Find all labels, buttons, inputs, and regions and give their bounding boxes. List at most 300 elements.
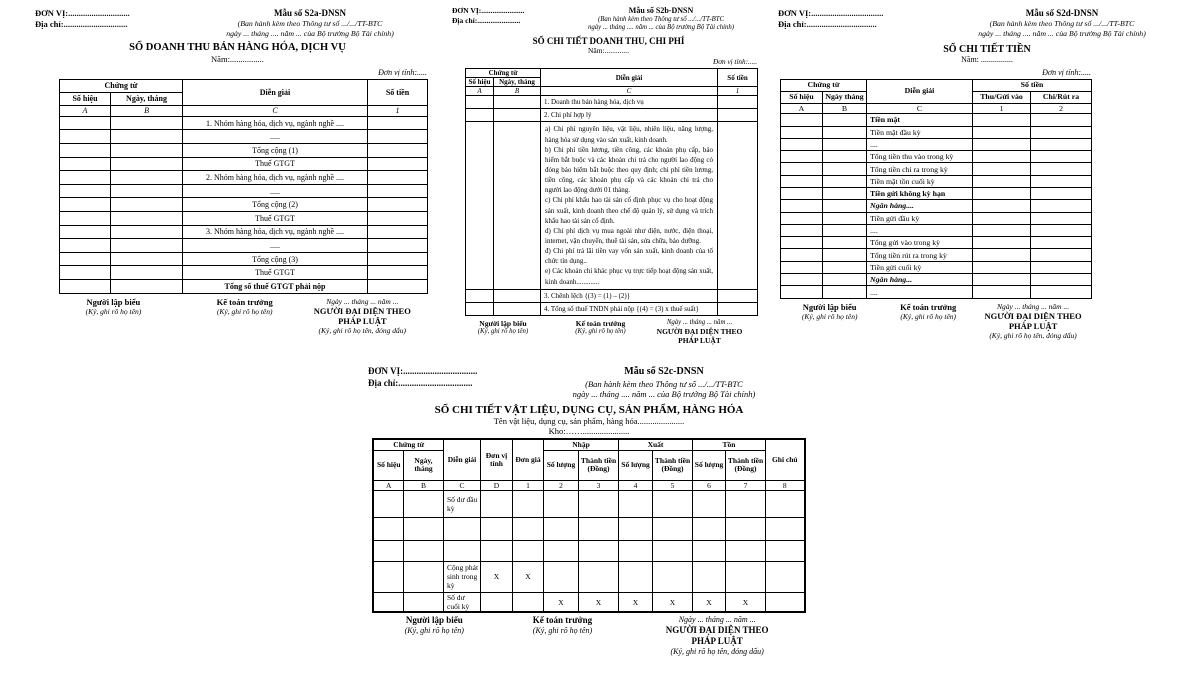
- form-s2b: [452, 6, 765, 345]
- cell: [513, 490, 544, 517]
- row-label: Tiền gửi cuối kỳ: [867, 261, 973, 273]
- date-line: Ngày ... tháng ... năm ...: [666, 318, 733, 326]
- index-row: [781, 104, 1092, 114]
- representative-title-1: NGƯỜI ĐẠI DIỆN THEO: [665, 624, 769, 635]
- address-label: Địa chỉ:..............................: [35, 19, 128, 30]
- cell: [781, 151, 823, 163]
- cell: [973, 237, 1031, 249]
- cell: [373, 561, 403, 592]
- unit-block: [35, 8, 180, 30]
- table-row: [781, 224, 1092, 236]
- header-row: [466, 69, 758, 78]
- form-number-block: [928, 8, 1196, 39]
- cell: [973, 261, 1031, 273]
- unit-of-measure-note: Đơn vị tính:.....: [1042, 68, 1091, 78]
- table-row: [781, 237, 1092, 249]
- unit-block: [778, 8, 928, 30]
- col-voucher-date: Ngày tháng: [823, 92, 867, 104]
- col-group-voucher: Chứng từ: [373, 439, 443, 450]
- index-cell: 7: [726, 480, 766, 490]
- cell: [579, 490, 619, 517]
- cell: [513, 540, 544, 561]
- cell: [781, 114, 823, 126]
- cell: [481, 490, 513, 517]
- cell: [111, 279, 183, 293]
- expense-item-e: e) Các khoản chi khác phục vụ trực tiếp hoạt động sản xuất, kinh doanh.............: [545, 267, 714, 286]
- cell: [823, 126, 867, 138]
- cell: [693, 540, 726, 561]
- cell: [823, 163, 867, 175]
- row-label: Tổng cộng (1): [183, 143, 368, 157]
- date-line: Ngày ... tháng ... năm ...: [326, 296, 399, 306]
- form-number: Mẫu số S2b-DNSN: [628, 6, 694, 15]
- representative-title-1: NGƯỜI ĐẠI DIỆN THEO: [313, 305, 411, 316]
- form-number: Mẫu số S2a-DNSN: [273, 8, 346, 18]
- form-number-block: [180, 8, 440, 39]
- expense-item-d: d) Chi phí dịch vụ mua ngoài như điện, nước, điện thoại, internet, vận chuyển, thuê tài sản, sửa chữa, bảo dưỡng.: [545, 226, 714, 245]
- cell: [513, 592, 544, 612]
- table-row: [60, 157, 428, 171]
- cell: [368, 157, 428, 171]
- index-cell: A: [373, 480, 403, 490]
- cell: [403, 517, 443, 540]
- table-row: [781, 212, 1092, 224]
- cell: [823, 224, 867, 236]
- unit-block: [452, 6, 557, 26]
- table-row: [373, 592, 804, 612]
- cell: [781, 237, 823, 249]
- representative-note: (Ký, ghi rõ họ tên, đóng dấu): [670, 646, 764, 656]
- cell: [823, 249, 867, 261]
- issue-line-2: ngày ... tháng .... năm ... của Bộ trưởng Bộ Tài chính): [978, 28, 1146, 38]
- row-label: .....: [183, 184, 368, 198]
- row-label: Tổng tiền chi ra trong kỳ: [867, 163, 973, 175]
- row-label: ....: [867, 138, 973, 150]
- form-s2a: [35, 8, 440, 335]
- signature-preparer: [368, 615, 501, 656]
- signature-representative: [298, 297, 427, 335]
- cell: [368, 171, 428, 185]
- cell: [726, 490, 766, 517]
- row-label: 1. Nhóm hàng hóa, dịch vụ, ngành nghề ....: [183, 116, 368, 130]
- issue-line-1: (Ban hành kèm theo Thông tư số .../.../TT-BTC: [597, 16, 725, 23]
- cell: [781, 138, 823, 150]
- x-mark-cell: X: [481, 561, 513, 592]
- signature-block: [778, 302, 1091, 340]
- cell: [781, 175, 823, 187]
- cell: [619, 561, 653, 592]
- cell: [60, 279, 111, 293]
- preparer-title: Người lập biểu: [479, 318, 527, 328]
- preparer-note: (Ký, ghi rõ họ tên): [477, 327, 529, 335]
- cell: [823, 138, 867, 150]
- representative-title-1: NGƯỜI ĐẠI DIỆN THEO: [656, 326, 743, 336]
- table-row: [60, 252, 428, 266]
- cell: [973, 200, 1031, 212]
- cell: [1031, 261, 1092, 273]
- preparer-title: Người lập biểu: [86, 296, 141, 307]
- header-row: [373, 439, 804, 450]
- table-row: [373, 490, 804, 517]
- cell: [1031, 212, 1092, 224]
- row-label: 3. Nhóm hàng hóa, dịch vụ, ngành nghề ....: [183, 225, 368, 239]
- warehouse-line: Kho:……......................: [548, 426, 630, 437]
- cell: [781, 286, 823, 298]
- signature-accountant: [192, 297, 298, 335]
- index-cell: 3: [579, 480, 619, 490]
- table-row: [781, 138, 1092, 150]
- accountant-title: Kế toán trưởng: [532, 615, 593, 626]
- table-row: [781, 188, 1092, 200]
- cell: [823, 212, 867, 224]
- cell: [579, 517, 619, 540]
- table-row: [781, 200, 1092, 212]
- table-row: [781, 114, 1092, 126]
- form-title: SỔ DOANH THU BÁN HÀNG HÓA, DỊCH VỤ: [129, 41, 346, 53]
- col-in-amount: Thành tiền (Đồng): [579, 450, 619, 480]
- cell: [368, 116, 428, 130]
- cell: [60, 143, 111, 157]
- cell: [1031, 188, 1092, 200]
- cell: [781, 212, 823, 224]
- index-cell: A: [60, 105, 111, 116]
- cell: [111, 252, 183, 266]
- col-out-qty: Số lượng: [619, 450, 653, 480]
- index-cell: 2: [1031, 104, 1092, 114]
- row-label: Thuế GTGT: [183, 266, 368, 280]
- table-row: [60, 211, 428, 225]
- col-voucher-date: Ngày, tháng: [403, 450, 443, 480]
- header-row: [60, 79, 428, 92]
- row-label: Tổng cộng (2): [183, 198, 368, 212]
- col-group-voucher: Chứng từ: [781, 80, 867, 92]
- form-title: SỔ CHI TIẾT TIỀN: [943, 43, 1031, 55]
- cell: [466, 109, 494, 122]
- row-label: Tiền gửi không kỳ hạn: [867, 188, 973, 200]
- index-cell: 6: [693, 480, 726, 490]
- accountant-note: (Ký, ghi rõ họ tên): [216, 306, 273, 316]
- cell: [823, 188, 867, 200]
- table-row: [466, 302, 758, 315]
- cell: [111, 171, 183, 185]
- row-label: Tiền mặt đầu kỳ: [867, 126, 973, 138]
- row-label: Cộng phát sinh trong kỳ: [444, 561, 481, 592]
- signature-block: [368, 615, 810, 656]
- unit-label: ĐƠN VỊ:.............................: [35, 8, 130, 18]
- table-row: [60, 198, 428, 212]
- representative-note: (Ký, ghi rõ họ tên, đóng dấu): [318, 325, 407, 335]
- col-voucher-no: Số hiệu: [60, 92, 111, 105]
- cell: [1031, 163, 1092, 175]
- col-voucher-no: Số hiệu: [466, 78, 494, 87]
- cell: [653, 517, 693, 540]
- cell: [368, 266, 428, 280]
- unit-of-measure-note: Đơn vị tính:.....: [713, 58, 757, 67]
- col-stock-qty: Số lượng: [693, 450, 726, 480]
- row-label: Tiền mặt: [867, 114, 973, 126]
- cell: [60, 225, 111, 239]
- index-cell: 5: [653, 480, 693, 490]
- unit-label: ĐƠN VỊ:.................................: [368, 366, 478, 376]
- col-unit: Đơn vị tính: [481, 439, 513, 480]
- cell: [766, 592, 805, 612]
- index-cell: 1: [368, 105, 428, 116]
- form-number-block: [557, 6, 765, 33]
- cell: [60, 130, 111, 144]
- index-row: [60, 105, 428, 116]
- header-row: [373, 450, 804, 480]
- cell: [1031, 114, 1092, 126]
- index-cell: A: [781, 104, 823, 114]
- x-mark-cell: X: [513, 561, 544, 592]
- table-row: [466, 289, 758, 302]
- year-line: Năm: ................: [961, 55, 1013, 65]
- cell: [823, 274, 867, 286]
- cell: [368, 239, 428, 253]
- cell: [973, 126, 1031, 138]
- cell: [373, 490, 403, 517]
- cell: [693, 561, 726, 592]
- table-row: [373, 540, 804, 561]
- unit-block: [368, 366, 518, 389]
- row-label: Số dư đầu kỳ: [444, 490, 481, 517]
- table-row: [60, 143, 428, 157]
- cell: [973, 212, 1031, 224]
- x-mark-cell: X: [579, 592, 619, 612]
- expense-item-dd: đ) Chi phí trả lãi tiền vay vốn sản xuất, kinh doanh của tổ chức tín dụng..: [545, 247, 714, 266]
- cell: [973, 188, 1031, 200]
- form-header: [452, 6, 765, 33]
- cell: [619, 540, 653, 561]
- row-label: 2. Chi phí hợp lý: [541, 109, 718, 122]
- address-label: Địa chỉ:.......................: [452, 15, 521, 25]
- row-label: Tiền gửi đầu kỳ: [867, 212, 973, 224]
- preparer-note: (Ký, ghi rõ họ tên): [801, 311, 858, 321]
- col-receipt: Thu/Gửi vào: [973, 92, 1031, 104]
- cell: [1031, 138, 1092, 150]
- cell: [111, 239, 183, 253]
- form-s2c: [368, 366, 810, 656]
- accountant-title: Kế toán trưởng: [216, 296, 273, 307]
- cell: [111, 143, 183, 157]
- col-group-voucher: Chứng từ: [466, 69, 541, 78]
- x-mark-cell: X: [653, 592, 693, 612]
- col-voucher-no: Số hiệu: [781, 92, 823, 104]
- table-row: [60, 225, 428, 239]
- preparer-title: Người lập biểu: [802, 301, 857, 312]
- row-label: Tổng tiền rút ra trong kỳ: [867, 249, 973, 261]
- table-row: [60, 266, 428, 280]
- signature-accountant: [554, 319, 647, 345]
- expense-item-b: b) Chi phí tiền lương, tiền công, các khoản phụ cấp, bảo hiểm bắt buộc và các khoản chi trả cho người lao động có đóng bảo hiểm bắt buộc theo quy định; chi phí tiền lương, tiền công, các khoản phụ cấp và các khoản chi trả cho người lao động dưới 01 tháng.: [545, 145, 714, 195]
- index-cell: 8: [766, 480, 805, 490]
- cell: [823, 151, 867, 163]
- revenue-table: [59, 79, 428, 294]
- col-voucher-no: Số hiệu: [373, 450, 403, 480]
- row-label: .....: [183, 130, 368, 144]
- table-row: [781, 151, 1092, 163]
- representative-title-2: PHÁP LUẬT: [338, 315, 387, 326]
- cell: [373, 517, 403, 540]
- col-description: Diễn giải: [183, 79, 368, 105]
- table-row: [466, 109, 758, 122]
- cell: [544, 490, 579, 517]
- issue-line-2: ngày ... tháng .... năm ... của Bộ trưởng Bộ Tài chính): [572, 389, 756, 400]
- table-row: [373, 561, 804, 592]
- form-header: [778, 8, 1196, 39]
- cell: [481, 517, 513, 540]
- preparer-note: (Ký, ghi rõ họ tên): [404, 626, 464, 636]
- cell: [494, 122, 541, 289]
- unit-label: ĐƠN VỊ:..................................: [778, 8, 884, 18]
- row-label: Ngân hàng....: [867, 200, 973, 212]
- cell: [368, 184, 428, 198]
- cell: [403, 490, 443, 517]
- table-row: [781, 274, 1092, 286]
- index-cell: C: [541, 87, 718, 96]
- x-mark-cell: X: [544, 592, 579, 612]
- cell: [111, 184, 183, 198]
- cell: [466, 96, 494, 109]
- cell: [1031, 286, 1092, 298]
- x-mark-cell: X: [619, 592, 653, 612]
- cell: [444, 517, 481, 540]
- cell: [111, 198, 183, 212]
- cell: [693, 490, 726, 517]
- col-note: Ghi chú: [766, 439, 805, 480]
- table-row: [60, 171, 428, 185]
- cell: [466, 289, 494, 302]
- issue-line-1: (Ban hành kèm theo Thông tư số .../.../TT-BTC: [237, 19, 383, 29]
- table-row: [60, 116, 428, 130]
- cell: [60, 116, 111, 130]
- accountant-note: (Ký, ghi rõ họ tên): [532, 626, 593, 636]
- col-voucher-date: Ngày, tháng: [111, 92, 183, 105]
- signature-representative: [647, 319, 752, 345]
- col-group-out: Xuất: [619, 439, 693, 450]
- form-s2d: [778, 8, 1196, 340]
- cell: [60, 198, 111, 212]
- cell: [403, 540, 443, 561]
- cell: [823, 286, 867, 298]
- cell: [111, 266, 183, 280]
- col-group-voucher: Chứng từ: [60, 79, 183, 92]
- signature-block: [35, 297, 427, 335]
- cell: [781, 188, 823, 200]
- row-label: Tổng cộng (3): [183, 252, 368, 266]
- cell: [1031, 151, 1092, 163]
- cell: [111, 225, 183, 239]
- cell: [766, 490, 805, 517]
- cell: [726, 561, 766, 592]
- cell: [403, 592, 443, 612]
- col-payment: Chi/Rút ra: [1031, 92, 1092, 104]
- preparer-title: Người lập biểu: [405, 615, 463, 626]
- signature-preparer: [35, 297, 192, 335]
- expense-items-cell: [541, 122, 718, 289]
- cell: [766, 540, 805, 561]
- unit-label: ĐƠN VỊ:.......................: [452, 6, 525, 15]
- row-label: Tổng tiền thu vào trong kỳ: [867, 151, 973, 163]
- signature-preparer: [778, 302, 881, 340]
- preparer-note: (Ký, ghi rõ họ tên): [85, 306, 142, 316]
- table-row: [60, 130, 428, 144]
- cell: [693, 517, 726, 540]
- cell: [823, 237, 867, 249]
- cell: [579, 561, 619, 592]
- row-label: 1. Doanh thu bán hàng hóa, dịch vụ: [541, 96, 718, 109]
- cell: [1031, 175, 1092, 187]
- cell: [781, 126, 823, 138]
- col-amount: Số tiền: [718, 69, 758, 87]
- date-line: Ngày ... tháng ... năm ...: [678, 615, 756, 625]
- issue-line-1: (Ban hành kèm theo Thông tư số .../.../TT-BTC: [585, 378, 743, 389]
- cell: [619, 490, 653, 517]
- cell: [368, 130, 428, 144]
- cell: [653, 540, 693, 561]
- cell: [60, 239, 111, 253]
- cell: [466, 302, 494, 315]
- index-cell: C: [183, 105, 368, 116]
- cell: [579, 540, 619, 561]
- cell: [973, 249, 1031, 261]
- cell: [823, 261, 867, 273]
- revenue-expense-table: [465, 68, 758, 315]
- index-cell: 1: [973, 104, 1031, 114]
- form-number: Mẫu số S2c-DNSN: [624, 366, 704, 377]
- cell: [973, 151, 1031, 163]
- cell: [653, 490, 693, 517]
- row-label: Thuế GTGT: [183, 211, 368, 225]
- cell: [544, 517, 579, 540]
- col-amount: Số tiền: [368, 79, 428, 105]
- signature-accountant: [881, 302, 975, 340]
- cell: [368, 211, 428, 225]
- index-cell: B: [403, 480, 443, 490]
- issue-line-2: ngày ... tháng .... năm ... của Bộ trưởng Bộ Tài chính): [226, 28, 394, 38]
- row-label: ....: [867, 224, 973, 236]
- cell: [111, 130, 183, 144]
- row-label: Ngân hàng...: [867, 274, 973, 286]
- cell: [823, 175, 867, 187]
- cell: [781, 200, 823, 212]
- accountant-note: (Ký, ghi rõ họ tên): [575, 327, 626, 335]
- cell: [368, 252, 428, 266]
- cell: [444, 540, 481, 561]
- index-row: [466, 87, 758, 96]
- cell: [973, 274, 1031, 286]
- index-cell: D: [481, 480, 513, 490]
- cell: [781, 261, 823, 273]
- x-mark-cell: X: [726, 592, 766, 612]
- cell: [111, 116, 183, 130]
- index-cell: 1: [513, 480, 544, 490]
- cell: [544, 561, 579, 592]
- cell: [973, 114, 1031, 126]
- table-row: [781, 286, 1092, 298]
- header-row: [781, 80, 1092, 92]
- cell: [60, 157, 111, 171]
- issue-line-1: (Ban hành kèm theo Thông tư số .../.../TT-BTC: [989, 19, 1135, 29]
- cell: [766, 561, 805, 592]
- table-row: [781, 126, 1092, 138]
- cell: [466, 122, 494, 289]
- cell: [1031, 237, 1092, 249]
- address-label: Địa chỉ:.................................: [778, 19, 877, 30]
- col-voucher-date: Ngày, tháng: [494, 78, 541, 87]
- col-unit-price: Đơn giá: [513, 439, 544, 480]
- col-in-qty: Số lượng: [544, 450, 579, 480]
